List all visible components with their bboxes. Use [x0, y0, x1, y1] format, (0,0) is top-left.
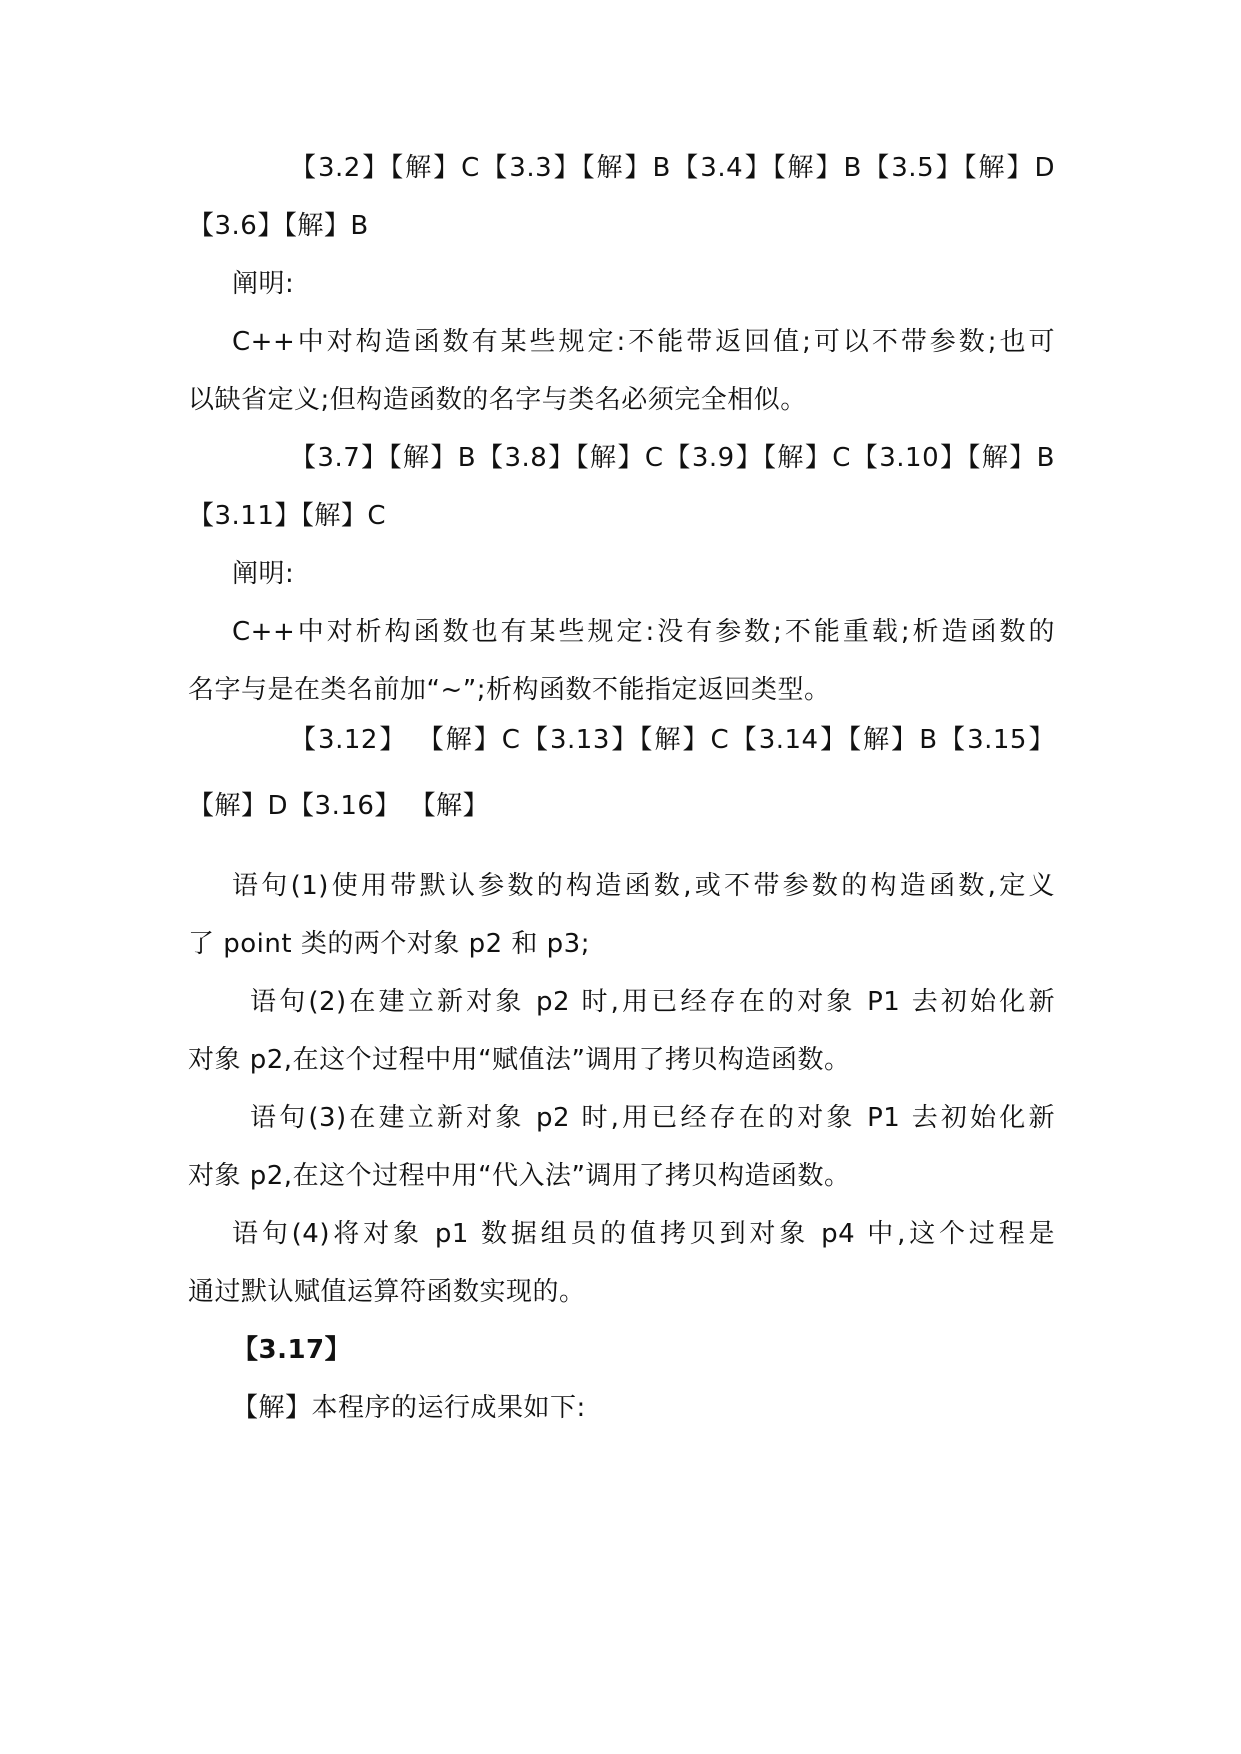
paragraph-line: 语句(1)使用带默认参数的构造函数,或不带参数的构造函数,定义	[232, 871, 1055, 901]
paragraph-line: 对象 p2,在这个过程中用“赋值法”调用了拷贝构造函数。	[188, 1045, 851, 1075]
paragraph-line: 语句(3)在建立新对象 p2 时,用已经存在的对象 P1 去初始化新	[250, 1103, 1055, 1133]
answer-line-3-11: 【3.11】【解】C	[188, 501, 387, 531]
answer-intro: 【解】本程序的运行成果如下:	[232, 1393, 586, 1423]
answer-line-3-16: 【解】D【3.16】 【解】	[188, 791, 490, 821]
answer-line-3-12-to-3-15: 【3.12】 【解】C【3.13】【解】C【3.14】【解】B【3.15】	[290, 725, 1055, 755]
question-heading-3-17: 【3.17】	[232, 1335, 352, 1365]
answer-line-3-7-to-3-10: 【3.7】【解】B【3.8】【解】C【3.9】【解】C【3.10】【解】B	[290, 443, 1055, 473]
explanation-label: 阐明:	[232, 269, 295, 299]
paragraph-line: 以缺省定义;但构造函数的名字与类名必须完全相似。	[188, 385, 807, 415]
paragraph-line: 语句(4)将对象 p1 数据组员的值拷贝到对象 p4 中,这个过程是	[232, 1219, 1055, 1249]
explanation-label: 阐明:	[232, 559, 295, 589]
paragraph-line: C++中对析构函数也有某些规定:没有参数;不能重载;析造函数的	[232, 617, 1055, 647]
paragraph-line: 了 point 类的两个对象 p2 和 p3;	[188, 929, 590, 959]
paragraph-line: 名字与是在类名前加“~”;析构函数不能指定返回类型。	[188, 675, 831, 705]
answer-line-3-2-to-3-5: 【3.2】【解】C【3.3】【解】B【3.4】【解】B【3.5】【解】D	[290, 153, 1055, 183]
paragraph-line: C++中对构造函数有某些规定:不能带返回值;可以不带参数;也可	[232, 327, 1055, 357]
answer-line-3-6: 【3.6】【解】B	[188, 211, 369, 241]
paragraph-line: 通过默认赋值运算符函数实现的。	[188, 1277, 586, 1307]
paragraph-line: 语句(2)在建立新对象 p2 时,用已经存在的对象 P1 去初始化新	[250, 987, 1055, 1017]
paragraph-line: 对象 p2,在这个过程中用“代入法”调用了拷贝构造函数。	[188, 1161, 851, 1191]
